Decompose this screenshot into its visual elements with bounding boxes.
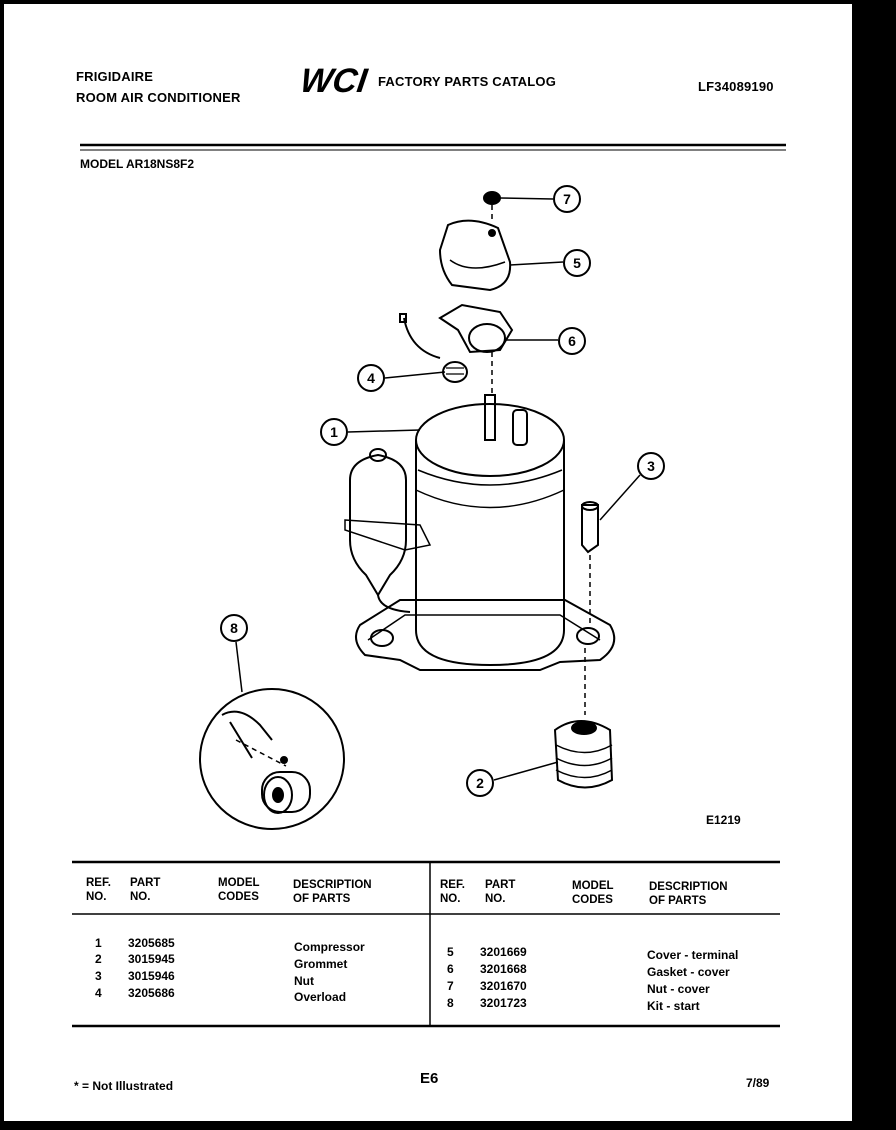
leader-8 <box>236 642 242 692</box>
part-3-nut <box>582 502 598 552</box>
ref-no: 7 <box>447 979 454 993</box>
callout-6: 6 <box>568 333 576 349</box>
leader-3 <box>600 475 640 520</box>
callout-5: 5 <box>573 255 581 271</box>
catalog-title: FACTORY PARTS CATALOG <box>378 74 557 89</box>
col-model-codes-left: MODEL CODES <box>218 877 260 903</box>
description: Gasket - cover <box>647 965 730 979</box>
mount-hole-right <box>577 628 599 644</box>
part-4-overload <box>400 314 467 382</box>
part-5-terminal-cover <box>440 221 510 290</box>
description: Overload <box>294 990 347 1004</box>
shell-seam <box>418 470 562 485</box>
col-ref-no-left: REF. NO. <box>86 877 111 903</box>
nut-cover-pin <box>489 230 495 236</box>
ref-no: 6 <box>447 962 454 976</box>
model-label: MODEL AR18NS8F2 <box>80 157 195 171</box>
description: Grommet <box>294 957 348 971</box>
part-no: 3205686 <box>128 986 175 1000</box>
nut-shape <box>582 505 598 552</box>
discharge-tube <box>513 410 527 445</box>
description: Cover - terminal <box>647 948 739 962</box>
callout-4: 4 <box>367 370 375 386</box>
callout-1: 1 <box>330 424 338 440</box>
callout-7: 7 <box>563 191 571 207</box>
description: Nut <box>294 974 314 988</box>
part-2-grommet <box>555 721 612 788</box>
ref-no: 1 <box>95 936 102 950</box>
col-description-left: DESCRIPTION OF PARTS <box>293 879 372 905</box>
leader-5 <box>510 262 563 265</box>
leader-1 <box>348 430 420 432</box>
part-no: 3201723 <box>480 996 527 1010</box>
revision-date: 7/89 <box>746 1076 770 1090</box>
callout-2: 2 <box>476 775 484 791</box>
start-kit-clip <box>222 712 272 758</box>
kit-screw <box>281 757 287 763</box>
grommet-top <box>572 722 596 734</box>
grommet-ribs <box>556 745 612 778</box>
callout-8: 8 <box>230 620 238 636</box>
callout-3: 3 <box>647 458 655 474</box>
ref-no: 4 <box>95 986 102 1000</box>
compressor <box>345 395 614 670</box>
part-no: 3205685 <box>128 936 175 950</box>
part-no: 3015946 <box>128 969 175 983</box>
ref-no: 3 <box>95 969 102 983</box>
wci-logo-mark: WCI <box>297 62 370 100</box>
ref-no: 2 <box>95 952 102 966</box>
description: Compressor <box>294 940 365 954</box>
callout-numbers <box>230 191 655 791</box>
figure-id: E1219 <box>706 813 741 827</box>
capacitor-terminal <box>273 788 283 802</box>
gasket-hole <box>469 324 505 352</box>
catalog-number: LF34089190 <box>698 79 774 94</box>
compressor-shell <box>416 440 564 665</box>
leader-7 <box>500 198 553 199</box>
part-no: 3015945 <box>128 952 175 966</box>
page-code: E6 <box>420 1070 439 1087</box>
accumulator-bracket <box>345 520 430 550</box>
overload-body <box>443 362 467 382</box>
start-kit-capacitor <box>262 772 310 812</box>
overload-ribs <box>446 368 464 374</box>
overload-wire <box>404 318 440 358</box>
base-plate-inner <box>368 615 600 640</box>
nut-cover-shape <box>484 192 500 204</box>
part-no: 3201669 <box>480 945 527 959</box>
ref-no: 5 <box>447 945 454 959</box>
col-part-no-right: PART NO. <box>485 879 516 905</box>
accumulator <box>350 455 406 595</box>
terminal-cover-shape <box>440 221 510 290</box>
overload-terminal <box>400 314 406 322</box>
col-part-no-left: PART NO. <box>130 877 161 903</box>
mount-hole-left <box>371 630 393 646</box>
ref-no: 8 <box>447 996 454 1010</box>
product-line: ROOM AIR CONDITIONER <box>76 90 241 105</box>
footnote: * = Not Illustrated <box>74 1079 174 1093</box>
col-ref-no-right: REF. NO. <box>440 879 465 905</box>
col-description-right: DESCRIPTION OF PARTS <box>649 881 728 907</box>
description: Kit - start <box>647 999 700 1013</box>
leader-2 <box>494 762 558 780</box>
part-no: 3201668 <box>480 962 527 976</box>
wci-logo <box>298 62 371 100</box>
part-no: 3201670 <box>480 979 527 993</box>
terminal-cover-edge <box>450 260 505 268</box>
assembly-lines <box>236 205 590 766</box>
brand-name: FRIGIDAIRE <box>76 69 154 84</box>
callouts <box>221 186 664 796</box>
shell-seam-lower <box>416 490 564 508</box>
part-6-gasket <box>440 305 512 352</box>
description: Nut - cover <box>647 982 710 996</box>
leader-4 <box>385 372 445 378</box>
terminal-stud <box>485 395 495 440</box>
col-model-codes-right: MODEL CODES <box>572 880 614 906</box>
